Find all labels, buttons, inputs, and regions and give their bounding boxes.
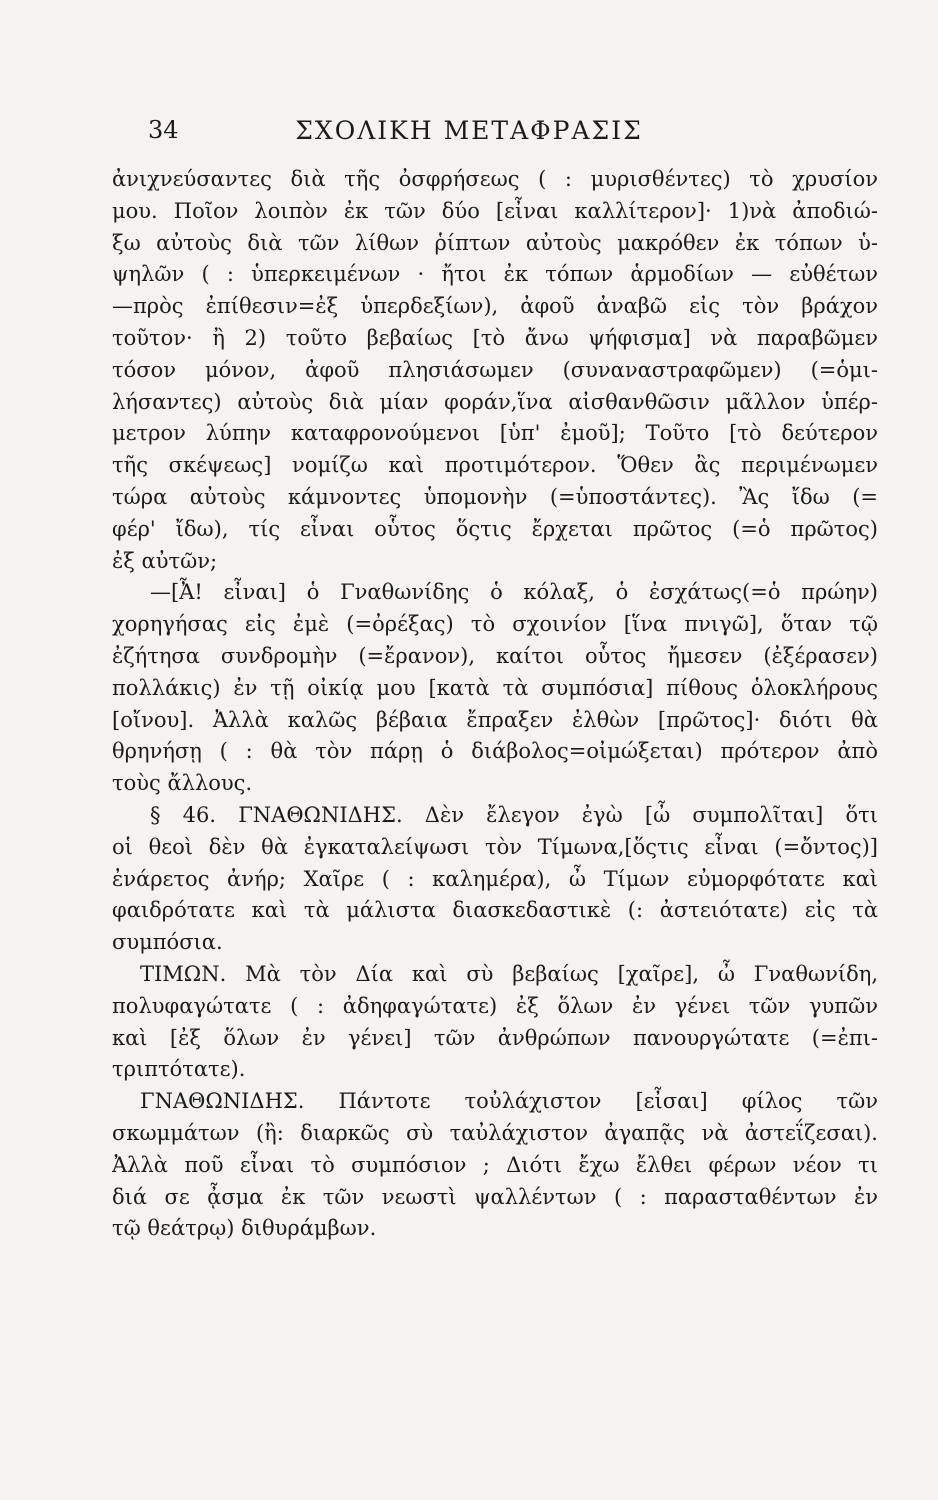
- text-line: μετρον λύπην καταφρονούμενοι [ὑπ' ἐμοῦ]; Τοῦτο [τὸ δεύτερον: [112, 421, 878, 446]
- text-line: φαιδρότατε καὶ τὰ μάλιστα διασκεδαστικὲ (: ἀστειότατε) εἰς τὰ: [112, 898, 878, 923]
- text-line: [οἴνου]. Ἀλλὰ καλῶς βέβαια ἔπραξεν ἐλθὼν [πρῶτος]· διότι θὰ: [112, 707, 878, 732]
- page-header: [0, 112, 938, 156]
- text-line: ἐξ αὐτῶν;: [112, 548, 218, 573]
- text-line: τοῦτον· ἢ 2) τοῦτο βεβαίως [τὸ ἄνω ψήφισμα] νὰ παραβῶμεν: [112, 325, 878, 350]
- text-line: λήσαντες) αὐτοὺς διὰ μίαν φοράν,ἵνα αἰσθανθῶσιν μᾶλλον ὑπέρ-: [112, 389, 878, 414]
- text-line: συμπόσια.: [112, 930, 223, 955]
- text-line: τῆς σκέψεως] νομίζω καὶ προτιμότερον. Ὅθεν ἂς περιμένωμεν: [112, 453, 878, 478]
- text-line: ξω αὐτοὺς διὰ τῶν λίθων ῥίπτων αὐτοὺς μακρόθεν ἐκ τόπων ὑ-: [112, 230, 878, 255]
- text-line: καὶ [ἐξ ὅλων ἐν γένει] τῶν ἀνθρώπων πανουργώτατε (=ἐπι-: [112, 1025, 878, 1050]
- text-line: τριπτότατε).: [112, 1057, 246, 1082]
- text-line: πολλάκις) ἐν τῇ οἰκίᾳ μου [κατὰ τὰ συμπόσια] πίθους ὁλοκλήρους: [112, 675, 878, 700]
- text-line: πολυφαγώτατε ( : ἀδηφαγώτατε) ἐξ ὅλων ἐν γένει τῶν γυπῶν: [112, 993, 878, 1018]
- text-line: ἐνάρετος ἀνήρ; Χαῖρε ( : καλημέρα), ὦ Τίμων εὐμορφότατε καὶ: [112, 866, 878, 891]
- text-line: χορηγήσας εἰς ἐμὲ (=ὀρέξας) τὸ σχοινίον [ἵνα πνιγῶ], ὅταν τῷ: [112, 612, 878, 637]
- text-line: τόσον μόνον, ἀφοῦ πλησιάσωμεν (συναναστραφῶμεν) (=ὁμι-: [112, 357, 878, 382]
- text-line: ΓΝΑΘΩΝΙΔΗΣ. Πάντοτε τοὐλάχιστον [εἶσαι] φίλος τῶν: [140, 1089, 878, 1114]
- text-line: ἀνιχνεύσαντες διὰ τῆς ὀσφρήσεως ( : μυρισθέντες) τὸ χρυσίον: [112, 167, 878, 191]
- text-line: θρηνήσῃ ( : θὰ τὸν πάρῃ ὁ διάβολος=οἰμώξεται) πρότερον ἀπὸ: [112, 739, 878, 764]
- text-line: —πρὸς ἐπίθεσιν=ἐξ ὑπερδεξίων), ἀφοῦ ἀναβῶ εἰς τὸν βράχον: [112, 294, 878, 319]
- text-line: ΤΙΜΩΝ. Μὰ τὸν Δία καὶ σὺ βεβαίως [χαῖρε], ὦ Γναθωνίδη,: [140, 961, 878, 986]
- text-line: μου. Ποῖον λοιπὸν ἐκ τῶν δύο [εἶναι καλλίτερον]· 1)νὰ ἀποδιώ-: [112, 198, 878, 223]
- section-heading-line: § 46. ΓΝΑΘΩΝΙΔΗΣ. Δὲν ἔλεγον ἐγὼ [ὦ συμπολῖται] ὅτι: [150, 802, 878, 827]
- text-line: ἐζήτησα συνδρομὴν (=ἔρανον), καίτοι οὗτος ἤμεσεν (ἐξέρασεν): [112, 643, 878, 668]
- text-line: —[Ἆ! εἶναι] ὁ Γναθωνίδης ὁ κόλαξ, ὁ ἐσχάτως(=ὁ πρώην): [150, 580, 878, 605]
- text-line: Ἀλλὰ ποῦ εἶναι τὸ συμπόσιον ; Διότι ἔχω ἔλθει φέρων νέον τι: [112, 1152, 878, 1177]
- text-line: οἱ θεοὶ δὲν θὰ ἐγκαταλείψωσι τὸν Τίμωνα,[ὅςτις εἶναι (=ὄντος)]: [112, 834, 878, 859]
- page-number: 34: [148, 116, 179, 144]
- body-text: [112, 164, 878, 1245]
- text-line: τοὺς ἄλλους.: [112, 771, 253, 796]
- running-title: ΣΧΟΛΙΚΗ ΜΕΤΑΦΡΑΣΙΣ: [295, 116, 643, 145]
- text-line: φέρ' ἴδω), τίς εἶναι οὗτος ὅςτις ἔρχεται πρῶτος (=ὁ πρῶτος): [112, 516, 878, 541]
- text-line: τῷ θεάτρῳ) διθυράμβων.: [112, 1216, 377, 1241]
- text-line: σκωμμάτων (ἢ: διαρκῶς σὺ ταὐλάχιστον ἀγαπᾷς νὰ ἀστεΐζεσαι).: [112, 1120, 878, 1145]
- text-line: ψηλῶν ( : ὑπερκειμένων · ἤτοι ἐκ τόπων ἁρμοδίων — εὐθέτων: [112, 262, 878, 287]
- text-line: διά σε ᾆσμα ἐκ τῶν νεωστὶ ψαλλέντων ( : παρασταθέντων ἐν: [112, 1184, 878, 1209]
- text-line: τώρα αὐτοὺς κάμνοντες ὑπομονὴν (=ὑποστάντες). Ἂς ἴδω (=: [112, 484, 878, 509]
